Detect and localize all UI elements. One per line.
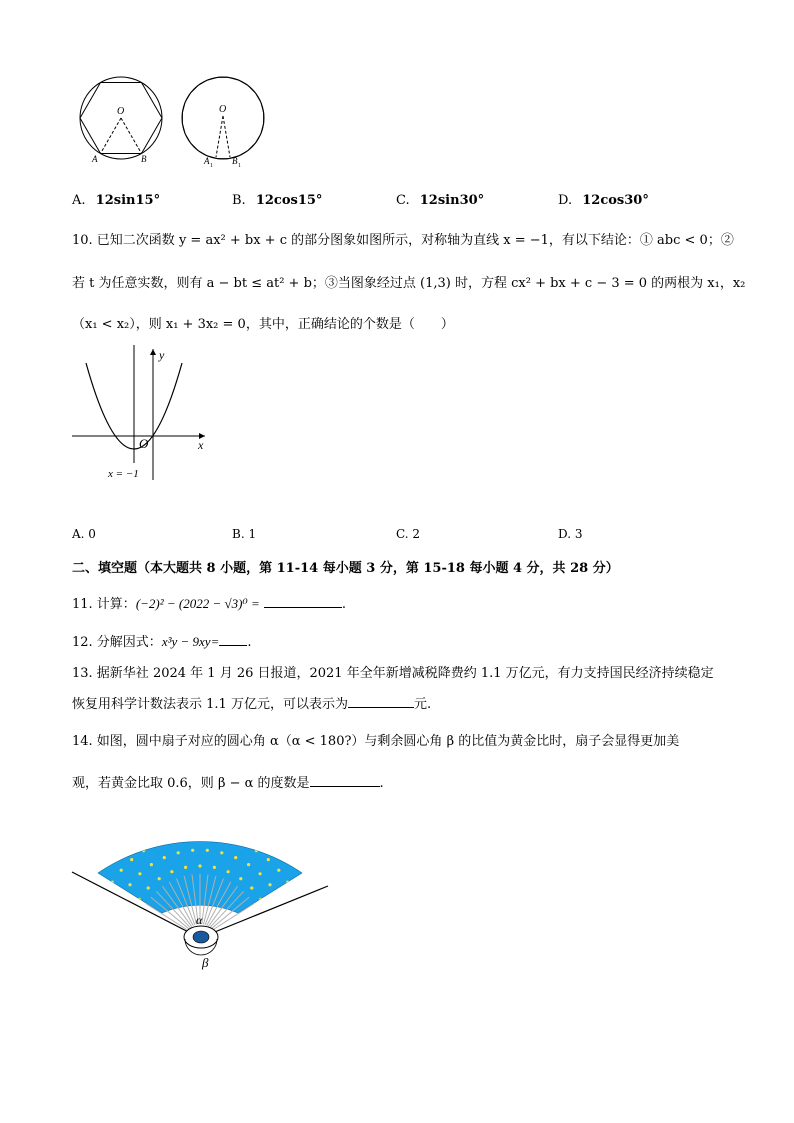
fan-star <box>134 835 137 838</box>
fan-star <box>313 836 316 839</box>
fan-star <box>114 830 117 833</box>
fan-star <box>184 834 187 837</box>
fan-star <box>304 851 307 854</box>
fan-star <box>239 877 242 880</box>
fan-star <box>235 822 238 825</box>
fan-star <box>176 819 179 822</box>
q11-answer-blank[interactable] <box>264 595 342 608</box>
q12 <box>72 631 251 650</box>
fan-star <box>101 866 104 869</box>
fan-star <box>227 870 230 873</box>
symmetry-label: x = −1 <box>108 468 139 480</box>
option-letter: A. <box>72 193 86 208</box>
left-point-b: B <box>141 154 147 164</box>
fan-star <box>127 821 130 824</box>
fan-star <box>283 830 286 833</box>
fan-star <box>155 842 158 845</box>
q10-option-b[interactable]: B. 1 <box>232 527 257 541</box>
fan-star <box>76 822 79 825</box>
q13-line-2 <box>72 693 431 712</box>
fan-star <box>321 822 324 825</box>
fan-star <box>249 828 252 831</box>
fan-star <box>120 869 123 872</box>
fan-star <box>213 866 216 869</box>
q10-parabola-graph <box>70 345 215 485</box>
right-point-a1: A <box>204 156 210 166</box>
option-text: 12sin30° <box>419 193 485 208</box>
fan-star <box>150 863 153 866</box>
fan-star <box>257 815 260 817</box>
q9-option-b[interactable] <box>232 193 322 208</box>
fan-star <box>302 826 305 829</box>
right-point-b1-sub: 1 <box>238 163 241 169</box>
fan-star <box>191 849 194 852</box>
fan-star <box>291 816 294 819</box>
q14-line-2-suffix: . <box>379 776 384 791</box>
right-center-label: O <box>219 104 227 115</box>
option-text: 12cos30° <box>582 193 649 208</box>
q13-answer-blank[interactable] <box>348 695 414 708</box>
fan-star <box>84 836 87 839</box>
fan-star <box>140 815 143 817</box>
fan-star <box>111 854 114 857</box>
fan-star <box>163 856 166 859</box>
fan-star <box>322 848 325 851</box>
fan-star <box>147 886 150 889</box>
fan-star <box>170 870 173 873</box>
fan-star <box>247 863 250 866</box>
left-point-a: A <box>92 154 98 164</box>
q14-line-1: 14. 如图，圆中扇子对应的圆心角 α（α < 180?）与剩余圆心角 β 的比值为黄金比时，扇子会显得更加美 <box>72 734 680 749</box>
fan-star <box>242 842 245 845</box>
beta-label: β <box>202 955 209 970</box>
fan-star <box>220 851 223 854</box>
fan-star <box>277 869 280 872</box>
fan-star <box>313 863 316 866</box>
q13-line-2-suffix: 元. <box>413 697 432 712</box>
y-axis-label: y <box>159 348 165 362</box>
fan-star <box>295 866 298 869</box>
fan-star <box>303 878 306 881</box>
q10-line-3: （x₁ < x₂），则 x₁ + 3x₂ = 0，其中，正确结论的个数是（ ） <box>72 317 454 332</box>
fan-star <box>213 834 216 837</box>
x-axis-label: x <box>198 438 204 452</box>
fan-star <box>191 817 194 820</box>
q13-line-2-prefix: 恢复用科学计数法表示 1.1 万亿元，可以表示为 <box>72 697 348 712</box>
fan-pivot <box>193 931 209 943</box>
fan-star <box>122 844 125 847</box>
q14-line-2 <box>72 772 384 791</box>
fan-star <box>270 821 273 824</box>
q12-suffix: . <box>247 635 252 650</box>
right-point-a1-sub: 1 <box>210 163 213 169</box>
fan-star <box>198 864 201 867</box>
fan-star <box>206 849 209 852</box>
q10-line-2: 若 t 为任意实数，则有 a − bt ≤ at² + b；③当图象经过点 (1,3) 时，方程 cx² + bx + c − 3 = 0 的两根为 x₁，x₂ <box>72 276 746 291</box>
origin-label: O <box>139 436 149 451</box>
q10-option-c[interactable]: C. 2 <box>396 527 421 541</box>
fan-star <box>250 886 253 889</box>
q12-answer-blank[interactable] <box>219 633 247 646</box>
fan-star <box>331 861 334 864</box>
option-letter: B. <box>232 193 246 208</box>
fan-star <box>106 816 109 819</box>
fan-star <box>95 826 98 829</box>
q9-option-c[interactable] <box>396 193 484 208</box>
fan-star <box>259 872 262 875</box>
fan-star <box>294 840 297 843</box>
left-center-label: O <box>117 106 125 117</box>
q12-prefix: 12. 分解因式： <box>72 635 162 650</box>
fan-star <box>331 834 334 837</box>
fan-star <box>286 854 289 857</box>
fan-star <box>184 866 187 869</box>
fan-star <box>147 828 150 831</box>
q10-option-a[interactable]: A. 0 <box>72 527 96 541</box>
right-point-b1: B <box>232 156 238 166</box>
fan-star <box>103 840 106 843</box>
fan-star <box>130 858 133 861</box>
q14-answer-blank[interactable] <box>310 774 380 787</box>
q9-figure <box>76 76 276 171</box>
q12-expression: x³y − 9xy= <box>161 634 220 649</box>
fan-star <box>206 817 209 820</box>
fan-star <box>228 837 231 840</box>
fan-star <box>158 877 161 880</box>
q11-expression: (−2)² − (2022 − √3)⁰ = <box>135 596 260 611</box>
fan-star <box>128 883 131 886</box>
alpha-label: α <box>196 913 203 927</box>
fan-star <box>93 851 96 854</box>
option-text: 12cos15° <box>255 193 323 208</box>
fan-star <box>234 856 237 859</box>
section-2-title: 二、填空题（本大题共 8 小题，第 11-14 每小题 3 分，第 15-18 每小题 4 分，共 28 分） <box>72 561 619 576</box>
fan-star <box>169 837 172 840</box>
q14-fan-figure <box>70 815 335 975</box>
q13-line-1: 13. 据新华社 2024 年 1 月 26 日报道，2021 年全年新增减税降费约 1.1 万亿元，有力支持国民经济持续稳定 <box>72 666 714 681</box>
q11-suffix: . <box>341 597 346 612</box>
fan-star <box>75 848 78 851</box>
q10-option-d[interactable]: D. 3 <box>558 527 583 541</box>
q11-prefix: 11. 计算： <box>72 597 136 612</box>
q9-option-d[interactable] <box>558 193 649 208</box>
fan-star <box>267 858 270 861</box>
q10-line-1: 10. 已知二次函数 y = ax² + bx + c 的部分图象如图所示，对称轴为直线 x = −1，有以下结论：① abc < 0；② <box>72 233 734 248</box>
option-letter: C. <box>396 193 410 208</box>
fan-star <box>84 863 87 866</box>
q14-line-2-prefix: 观，若黄金比取 0.6，则 β − α 的度数是 <box>72 776 310 791</box>
fan-star <box>276 896 279 899</box>
fan-star <box>263 835 266 838</box>
fan-star <box>268 883 271 886</box>
q9-option-a[interactable] <box>72 193 160 208</box>
q11 <box>72 593 346 612</box>
fan-star <box>138 872 141 875</box>
option-text: 12sin15° <box>95 193 161 208</box>
fan-star <box>198 832 201 835</box>
fan-star <box>221 819 224 822</box>
fan-star <box>275 844 278 847</box>
option-letter: D. <box>558 193 573 208</box>
fan-star <box>161 822 164 825</box>
fan-star <box>177 851 180 854</box>
